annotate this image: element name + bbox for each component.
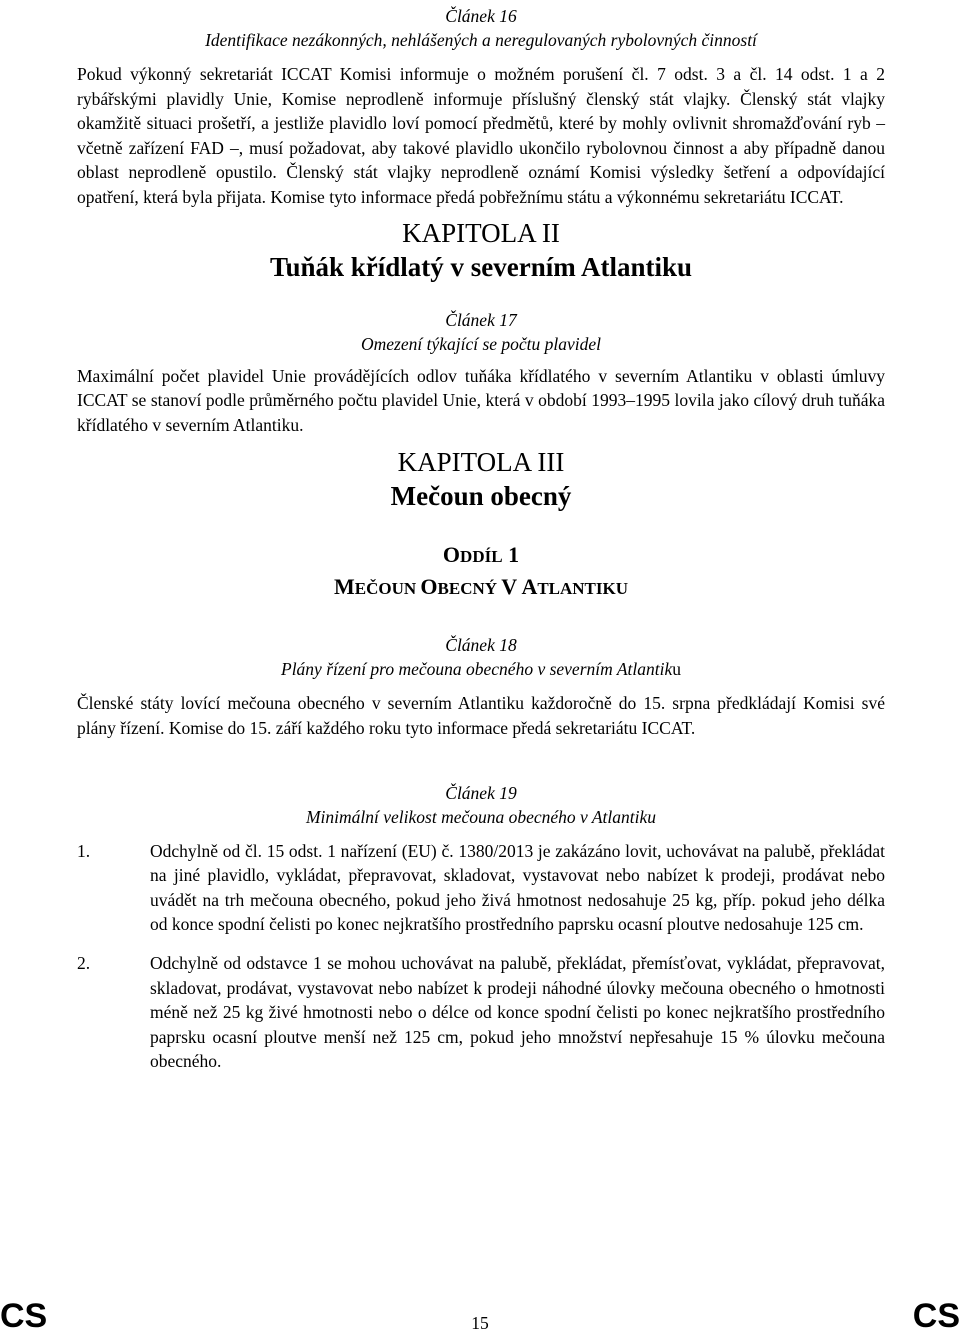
article-18-paragraph: Členské státy lovící mečouna obecného v severním Atlantiku každoročně do 15. srpna předkládají Komisi své plány řízení. Komise do 15. září každého roku tyto informace předá sekretariátu ICCAT. xyxy=(77,693,885,738)
article-16-number: Článek 16 xyxy=(445,6,517,26)
article-18-number: Článek 18 xyxy=(445,635,517,656)
article-16-paragraph: Pokud výkonný sekretariát ICCAT Komisi informuje o možném porušení čl. 7 odst. 3 a čl. 14 odst. 1 a 2 rybářskými plavidly Unie, Komise neprodleně informuje příslušný členský stát vlajky. Členský stát vlajky okamžitě situaci prošetří, a jestliže plavidlo loví pomocí předmětů, které by mohly ovlivnit shromažďování ryb – včetně zařízení FAD –, musí požadovat, aby takové plavidlo ukončilo rybolovnou činnost a aby případně danou oblast neprodleně opustilo. Členský stát vlajky neprodleně oznámí Komisi výsledky šetření a odpovídající opatření, která byla přijata. Komise tyto informace předá pobřežnímu státu a výkonnému sekretariátu ICCAT. xyxy=(77,64,885,207)
footer-page-number: 15 xyxy=(471,1313,489,1333)
article-17-paragraph: Maximální počet plavidel Unie provádějících odlov tuňáka křídlatého v severním Atlantiku v oblasti úmluvy ICCAT se stanoví podle průměrného počtu plavidel Unie, která v období 1993–1995 lovila jako cílový druh tuňáka křídlatého v severním Atlantiku. xyxy=(77,365,885,435)
section-1-title: MEČOUN OBECNÝ V ATLANTIKU xyxy=(333,574,629,600)
footer-language-right: CS xyxy=(912,1297,960,1335)
list-text: Odchylně od odstavce 1 se mohou uchovávat na palubě, překládat, přemísťovat, vykládat, přepravovat, skladovat, prodávat, vystavovat nebo nabízet k prodeji náhodné úlovky mečouna obecného o hmotnosti méně než 25 kg živé hmotnosti nebo o délce od konce spodní čelisti po konec nejkratšího prostředního paprsku ocasní ploutve menší než 125 cm, pokud jeho množství nepřesahuje 15 % úlovku mečouna obecného. xyxy=(150,952,885,1072)
article-19-title: Minimální velikost mečouna obecného v Atlantiku xyxy=(305,806,657,827)
chapter-2-title: Tuňák křídlatý v severním Atlantiku xyxy=(269,251,693,282)
article-17-number: Článek 17 xyxy=(445,309,517,330)
article-18-title: Plány řízení pro mečouna obecného v severním Atlantiku xyxy=(281,659,681,680)
article-19-item-1 xyxy=(77,839,885,937)
article-17-title: Omezení týkající se počtu plavidel xyxy=(360,333,602,354)
article-19-item-2 xyxy=(77,951,885,1074)
list-number: 2. xyxy=(77,952,91,973)
chapter-3-title: Mečoun obecný xyxy=(390,481,572,512)
article-16-title: Identifikace nezákonných, nehlášených a neregulovaných rybolovných činností xyxy=(205,30,757,50)
chapter-2-number: KAPITOLA II xyxy=(402,217,560,248)
list-text: Odchylně od čl. 15 odst. 1 nařízení (EU) č. 1380/2013 je zakázáno lovit, uchovávat na palubě, překládat na jiné plavidlo, vykládat, přepravovat, skladovat, vystavovat nebo nabízet k prodeji, prodávat nebo uvádět na trh mečouna obecného, pokud jeho živá hmotnost nedosahuje 25 kg, příp. pokud jeho délka od konce spodní čelisti po konec nejkratšího prostředního paprsku ocasní ploutve nedosahuje 125 cm. xyxy=(150,840,885,935)
section-1-number: ODDÍL 1 xyxy=(442,542,520,568)
document-page xyxy=(77,4,885,1074)
list-number: 1. xyxy=(77,840,91,861)
article-19-number: Článek 19 xyxy=(445,782,517,803)
chapter-3-number: KAPITOLA III xyxy=(397,447,565,478)
footer-language-left: CS xyxy=(0,1297,48,1335)
